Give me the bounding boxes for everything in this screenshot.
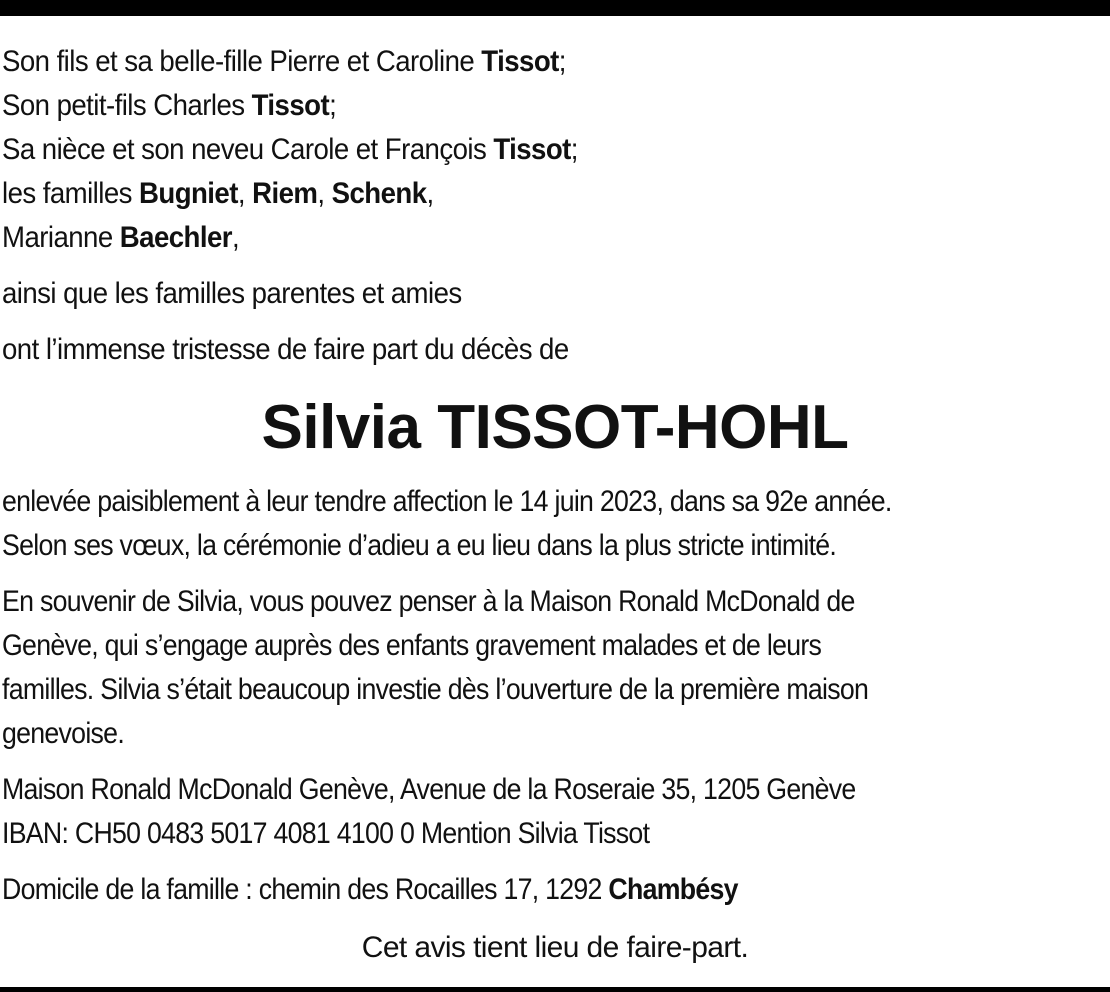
family-line-son: Son fils et sa belle-fille Pierre et Caroline Tissot; — [2, 45, 566, 78]
domicile-line: Domicile de la famille : chemin des Rocailles 17, 1292 Chambésy — [2, 873, 738, 906]
notice-body — [2, 480, 1106, 912]
surname: Tissot — [251, 89, 330, 122]
family-line-niece-nephew: Sa nièce et son neveu Carole et François Tissot; — [2, 133, 578, 166]
relatives-line: ainsi que les familles parentes et amies — [2, 277, 462, 310]
details-line-1: enlevée paisiblement à leur tendre affection le 14 juin 2023, dans sa 92e année. — [2, 485, 892, 518]
family-line-grandson: Son petit-fils Charles Tissot; — [2, 89, 337, 122]
surname: Tissot — [481, 45, 559, 78]
family-line-marianne: Marianne Baechler, — [2, 221, 240, 254]
surname: Schenk — [331, 177, 427, 210]
bank-address: Maison Ronald McDonald Genève, Avenue de la Roseraie 35, 1205 Genève — [2, 773, 856, 806]
surname: Bugniet — [139, 177, 238, 210]
deceased-name: Silvia TISSOT-HOHL — [261, 393, 849, 462]
donation-line-1: En souvenir de Silvia, vous pouvez penser à la Maison Ronald McDonald de — [2, 585, 855, 618]
surname: Tissot — [493, 133, 571, 166]
announcement-line: ont l’immense tristesse de faire part du décès de — [2, 333, 569, 366]
donation-line-4: genevoise. — [2, 717, 125, 750]
donation-line-2: Genève, qui s’engage auprès des enfants gravement malades et de leurs — [2, 629, 822, 662]
domicile-town: Chambésy — [608, 873, 738, 906]
top-rule — [0, 0, 1110, 16]
bottom-rule — [0, 987, 1110, 992]
details-line-2: Selon ses vœux, la cérémonie d’adieu a eu lieu dans la plus stricte intimité. — [2, 529, 837, 562]
family-list — [2, 40, 1020, 372]
family-line-families: les familles Bugniet, Riem, Schenk, — [2, 177, 434, 210]
closing-note: Cet avis tient lieu de faire-part. — [361, 931, 749, 964]
bank-iban: IBAN: CH50 0483 5017 4081 4100 0 Mention Silvia Tissot — [2, 817, 650, 850]
donation-line-3: familles. Silvia s’était beaucoup investie dès l’ouverture de la première maison — [2, 673, 869, 706]
surname: Baechler — [119, 221, 232, 254]
surname: Riem — [252, 177, 318, 210]
